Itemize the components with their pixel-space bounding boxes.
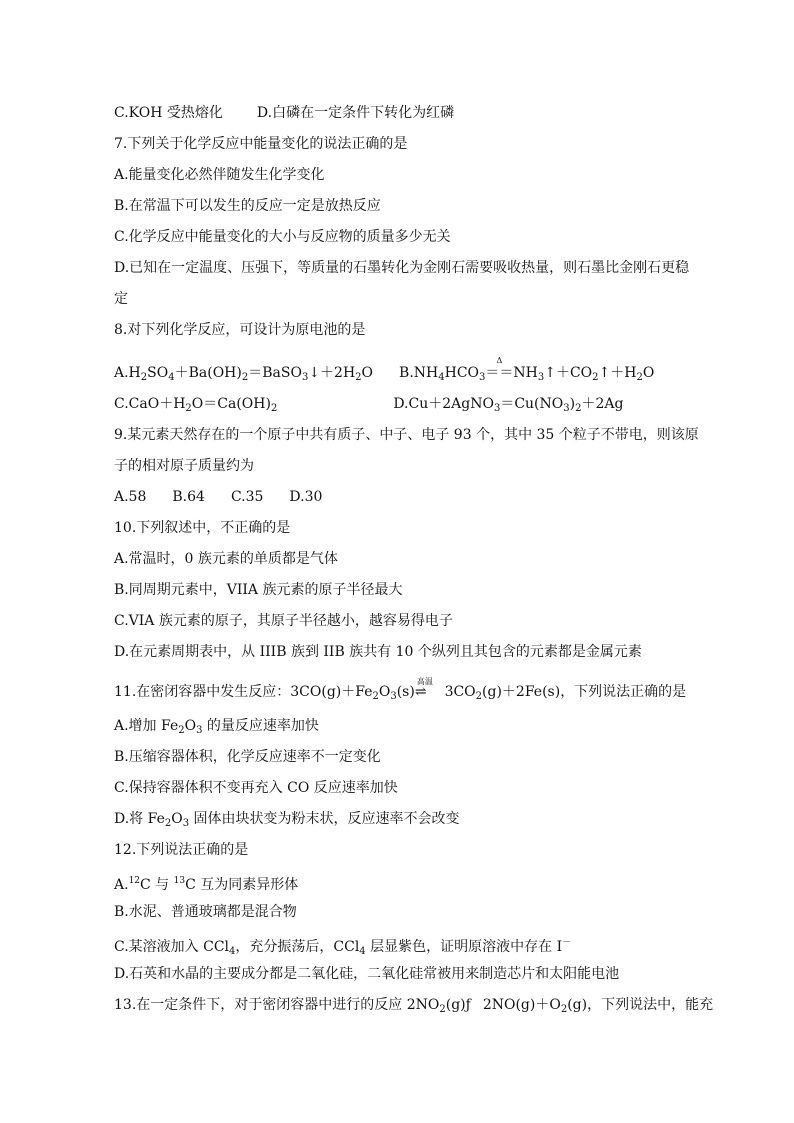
q9-option-b: B.64 bbox=[172, 489, 205, 505]
q12-option-a: A.$^{12}$C 与 $^{13}$C 互为同素异形体 bbox=[114, 876, 299, 893]
q9-stem: 9.某元素天然存在的一个原子中共有质子、中子、电子 93 个，其中 35 个粒子不带电，则该原 bbox=[114, 427, 699, 443]
q11-option-a: A.增加 $Fe_2O_3$ 的量反应速率加快 bbox=[114, 718, 319, 736]
q8-options-ab bbox=[114, 356, 655, 387]
q7-option-c: C.化学反应中能量变化的大小与反应物的质量多少无关 bbox=[114, 229, 451, 245]
q8-options-cd bbox=[114, 395, 623, 418]
q12-option-c: C.某溶液加入 CCl$_4$，充分振荡后，CCl$_4$ 层显紫色，证明原溶液中存在 I－ bbox=[114, 938, 572, 957]
q8-option-d: $D.Cu+2AgNO_3=Cu(NO_3)_2+2Ag$ bbox=[393, 396, 624, 414]
q12-option-d: D.石英和水晶的主要成分都是二氧化硅，二氧化硅常被用来制造芯片和太阳能电池 bbox=[114, 966, 620, 982]
q11-option-d: D.将 $Fe_2O_3$ 固体由块状变为粉末状，反应速率不会改变 bbox=[114, 811, 460, 829]
q9-option-a: A.58 bbox=[114, 489, 147, 505]
q6-options-cd bbox=[114, 104, 454, 122]
q7-option-b: B.在常温下可以发生的反应一定是放热反应 bbox=[114, 198, 381, 214]
q12-option-b: B.水泥、普通玻璃都是混合物 bbox=[114, 904, 297, 920]
q10-option-b: B.同周期元素中，VIIA 族元素的原子半径最大 bbox=[114, 582, 403, 598]
q8-option-c: $C.CaO+H_2O=Ca(OH)_2$ bbox=[114, 396, 278, 414]
q7-option-d-cont: 定 bbox=[114, 291, 128, 307]
q8-stem: 8.对下列化学反应，可设计为原电池的是 bbox=[114, 322, 366, 338]
q10-option-a: A.常温时，0 族元素的单质都是气体 bbox=[114, 551, 338, 567]
q10-option-d: D.在元素周期表中，从 IIIB 族到 IIB 族共有 10 个纵列且其包含的元素都是金属元素 bbox=[114, 644, 642, 660]
q8-option-b: $B.NH_4HCO_3==$ Δ $NH_3↑+CO_2↑+H_2O$ bbox=[399, 356, 655, 383]
q11-option-b: B.压缩容器体积，化学反应速率不一定变化 bbox=[114, 749, 381, 765]
q6-option-c: C.KOH 受热熔化 bbox=[114, 105, 223, 121]
q9-option-c: C.35 bbox=[230, 489, 264, 505]
q6-option-d: D.白磷在一定条件下转化为红磷 bbox=[256, 105, 455, 121]
q12-stem: 12.下列说法正确的是 bbox=[114, 842, 249, 858]
q8-option-a: $A.H_2SO_4+Ba(OH)_2=BaSO_3↓+2H_2O$ bbox=[114, 365, 374, 383]
q11-stem: 11.在密闭容器中发生反应：$3CO(g)+Fe_2O_3(s)\rightleftharpoons$ 高温 $3CO_2(g)+2Fe(s)$，下列说法正确的是 bbox=[114, 677, 687, 702]
q7-option-a: A.能量变化必然伴随发生化学变化 bbox=[114, 167, 325, 183]
q10-option-c: C.VIA 族元素的原子，其原子半径越小，越容易得电子 bbox=[114, 613, 453, 629]
q9-options bbox=[114, 488, 322, 506]
q7-stem: 7.下列关于化学反应中能量变化的说法正确的是 bbox=[114, 136, 408, 152]
q9-option-d: D.30 bbox=[289, 489, 323, 505]
q13-stem: 13.在一定条件下，对于密闭容器中进行的反应 $2NO_2(g)ƒ$ $2NO(g)+O_2(g)$，下列说法中，能充 bbox=[114, 997, 714, 1015]
q10-stem: 10.下列叙述中，不正确的是 bbox=[114, 520, 291, 536]
q9-stem-cont: 子的相对原子质量约为 bbox=[114, 458, 254, 474]
q7-option-d: D.已知在一定温度、压强下，等质量的石墨转化为金刚石需要吸收热量，则石墨比金刚石更稳 bbox=[114, 260, 690, 276]
q11-option-c: C.保持容器体积不变再充入 CO 反应速率加快 bbox=[114, 780, 398, 796]
